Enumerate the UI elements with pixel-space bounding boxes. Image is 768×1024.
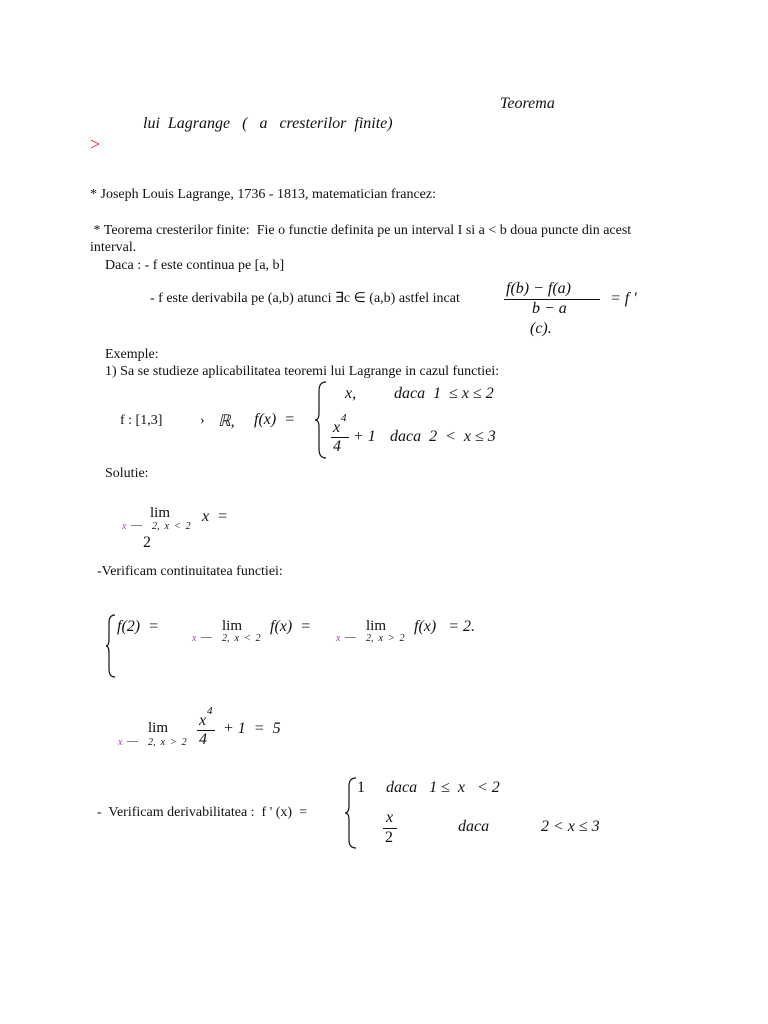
solution-result: 2 [143, 534, 151, 551]
continuity-lim-2-arrow: — [345, 631, 356, 643]
derivative-case2-condition: 2 < x ≤ 3 [541, 818, 600, 835]
limit2-denominator: 4 [199, 731, 207, 748]
continuity-heading: -Verificam continuitatea functiei: [97, 564, 283, 579]
derivative-case2-daca: daca [458, 818, 490, 835]
left-brace-icon [105, 614, 117, 678]
case2-condition: daca 2 < x ≤ 3 [390, 428, 496, 445]
left-brace-icon [344, 777, 358, 849]
solution-lim-var: x [122, 521, 127, 532]
limit2-numerator: x [199, 712, 207, 729]
continuity-fx-2: f(x) = 2. [414, 618, 475, 635]
solution-equation: x = [202, 508, 228, 525]
continuity-lim-2: lim [366, 618, 387, 634]
case2-exponent: 4 [341, 412, 347, 424]
case1-expression: x, [345, 385, 357, 402]
continuity-lim-2-sub: 2, x > 2 [366, 633, 405, 644]
limit2-rest: + 1 = 5 [223, 720, 281, 737]
title-line-1: Teorema [500, 95, 555, 112]
continuity-lim-1-arrow: — [201, 631, 212, 643]
continuity-lim-1: lim [222, 618, 243, 634]
title-line-2: lui Lagrange ( a cresterilor finite) [143, 115, 393, 132]
continuity-f2: f(2) = [117, 618, 159, 635]
maple-prompt: > [90, 134, 101, 154]
derivative-case2-denominator: 2 [385, 829, 393, 846]
c-argument: (c). [530, 320, 552, 337]
continuity-fx-1: f(x) = [270, 618, 311, 635]
limit2-arrow: — [127, 735, 138, 747]
solution-lim: lim [150, 505, 171, 521]
fraction-denominator: b − a [532, 300, 567, 317]
limit2-sub: 2, x > 2 [148, 737, 187, 748]
limit2-lim: lim [148, 720, 169, 736]
case2-numerator: x [333, 419, 341, 436]
solution-lim-sub: 2, x < 2 [152, 521, 191, 532]
derivative-case2-numerator: x [386, 809, 394, 826]
fx-equals: f(x) = [254, 411, 295, 428]
derivative-label: - Verificam derivabilitatea : f ' (x) = [97, 805, 307, 820]
example-1-text: 1) Sa se studieze aplicabilitatea teoremi lui Lagrange in cazul functiei: [105, 364, 500, 379]
examples-heading: Exemple: [105, 347, 159, 362]
limit2-exponent: 4 [207, 705, 213, 717]
theorem-daca: Daca : - f este continua pe [a, b] [105, 258, 285, 273]
theorem-deriv: - f este derivabila pe (a,b) atunci ∃c ∈ (a,b) astfel incat [150, 291, 460, 306]
arrow-icon: › [200, 413, 205, 428]
solution-heading: Solutie: [105, 466, 149, 481]
f-prime: = f ' [610, 290, 637, 307]
case1-condition: daca 1 ≤ x ≤ 2 [394, 385, 494, 402]
solution-lim-arrow: — [131, 519, 142, 531]
case2-plus-one: + 1 [353, 428, 376, 445]
left-brace-icon [314, 381, 328, 459]
continuity-lim-1-var: x [192, 633, 197, 644]
intro-text: * Joseph Louis Lagrange, 1736 - 1813, matematician francez: [90, 187, 436, 202]
derivative-case1-condition: daca 1 ≤ x < 2 [386, 779, 500, 796]
reals-symbol: ℝ, [218, 413, 235, 430]
limit2-var: x [118, 737, 123, 748]
theorem-line-2: interval. [90, 240, 137, 255]
theorem-line-1: * Teorema cresterilor finite: Fie o functie definita pe un interval I si a < b doua puncte din acest [90, 223, 632, 238]
function-domain: f : [1,3] [120, 413, 163, 428]
derivative-case1-value: 1 [357, 779, 365, 796]
continuity-lim-2-var: x [336, 633, 341, 644]
fraction-numerator: f(b) − f(a) [506, 280, 571, 297]
continuity-lim-1-sub: 2, x < 2 [222, 633, 261, 644]
case2-denominator: 4 [333, 438, 341, 455]
